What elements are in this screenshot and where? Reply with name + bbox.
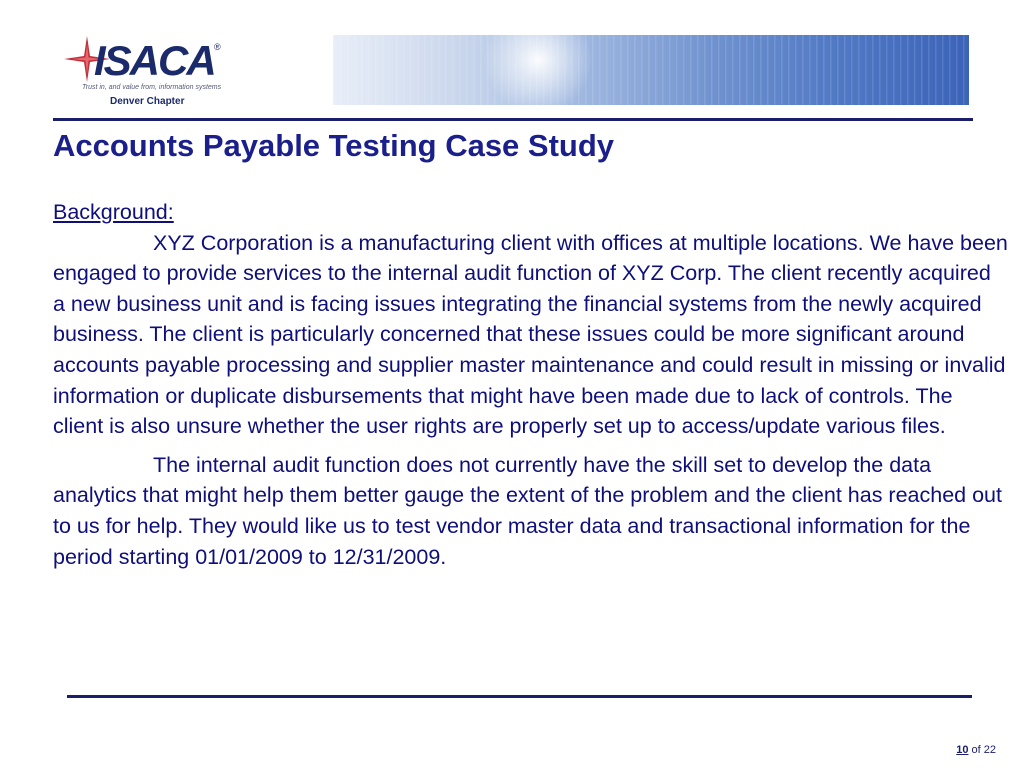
isaca-logo (64, 36, 264, 116)
logo-registered-mark: ® (214, 42, 221, 52)
current-page-link[interactable]: 10 (956, 744, 969, 756)
logo-wordmark: ISACA (94, 37, 215, 84)
banner-glow (483, 35, 593, 105)
paragraph-2: The internal audit function does not currently have the skill set to develop the data analytics that might help them better gauge the extent of the problem and the client has reached out to us for help. They would like us to test vendor master data and transactional information for the period starting 01/01/2009 to 12/31/2009. (53, 452, 1002, 569)
banner-texture (333, 35, 969, 105)
background-subheading: Background: (53, 200, 174, 224)
paragraph-1: XYZ Corporation is a manufacturing client with offices at multiple locations. We have been engaged to provide services to the internal audit function of XYZ Corp. The client recently acquired a new business unit and is facing issues integrating the financial systems from the newly acquired business. The client is particularly concerned that these issues could be more significant around accounts payable processing and supplier master maintenance and could result in missing or invalid information or duplicate disbursements that might have been made due to lack of controls. The client is also unsure whether the user rights are properly set up to access/update various files. (53, 230, 1008, 439)
header-banner (333, 35, 969, 105)
slide-body (53, 197, 1008, 580)
page-total: of 22 (971, 744, 996, 756)
slide-title: Accounts Payable Testing Case Study (53, 128, 615, 163)
logo-chapter: Denver Chapter (110, 96, 185, 107)
logo-tagline: Trust in, and value from, information systems (82, 84, 222, 91)
bottom-divider (67, 695, 972, 698)
page-indicator (956, 744, 996, 756)
top-divider (53, 118, 973, 121)
